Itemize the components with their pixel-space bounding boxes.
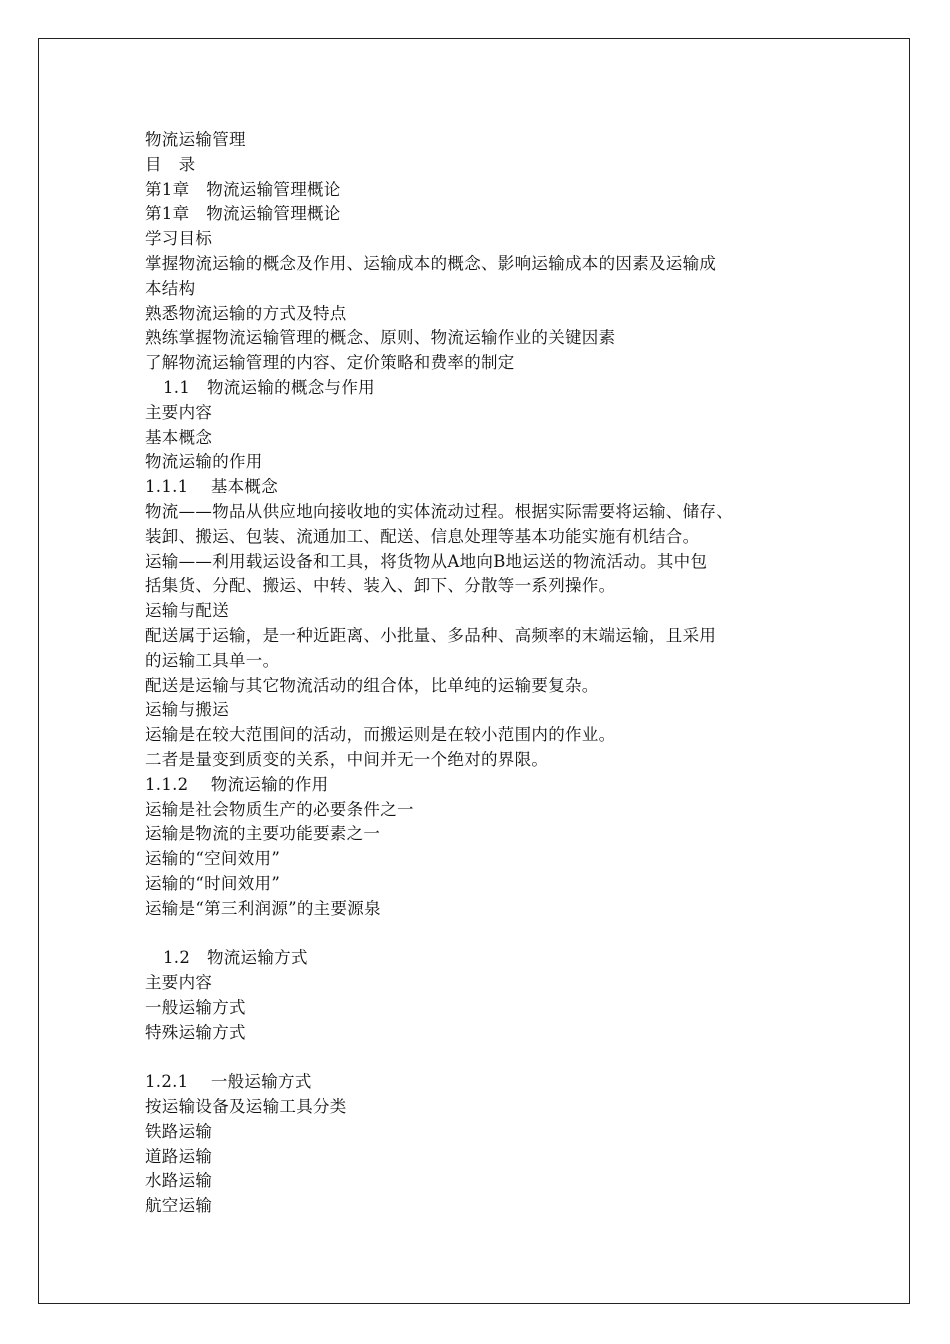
body-line: 物流运输的作用: [145, 452, 263, 472]
body-line: 运输是“第三利润源”的主要源泉: [145, 898, 381, 918]
section-label: 学习目标: [145, 229, 213, 249]
body-line: 运输是物流的主要功能要素之一: [145, 824, 381, 844]
section-heading: 1.2 物流运输方式: [163, 948, 308, 968]
body-line: 运输与搬运: [145, 700, 229, 720]
body-line: 熟练掌握物流运输管理的概念、原则、物流运输作业的关键因素: [145, 328, 616, 348]
body-line: 运输与配送: [145, 601, 229, 621]
body-line: 本结构: [145, 278, 196, 298]
body-line: 运输的“时间效用”: [145, 873, 281, 893]
body-line: 道路运输: [145, 1146, 213, 1166]
doc-title: 物流运输管理: [145, 130, 246, 149]
body-line: 熟悉物流运输的方式及特点: [145, 303, 347, 323]
section-heading: 1.1 物流运输的概念与作用: [163, 377, 375, 397]
toc-heading: 目 录: [145, 154, 196, 174]
body-line: 水路运输: [145, 1171, 213, 1191]
chapter-heading: 第1章 物流运输管理概论: [145, 204, 341, 224]
body-line: 基本概念: [145, 427, 213, 447]
subsection-heading: 1.1.1 基本概念: [145, 477, 279, 497]
body-line: 运输是在较大范围间的活动，而搬运则是在较小范围内的作业。: [145, 725, 616, 745]
document-body: [145, 128, 835, 1219]
body-line: 航空运输: [145, 1196, 213, 1216]
body-line: 了解物流运输管理的内容、定价策略和费率的制定: [145, 353, 515, 373]
body-line: 物流——物品从供应地向接收地的实体流动过程。根据实际需要将运输、储存、: [145, 501, 733, 521]
body-line: 配送是运输与其它物流活动的组合体，比单纯的运输要复杂。: [145, 675, 599, 695]
body-line: 铁路运输: [145, 1121, 213, 1141]
body-line: 的运输工具单一。: [145, 650, 280, 670]
body-line: 特殊运输方式: [145, 1022, 246, 1042]
body-line: 一般运输方式: [145, 997, 246, 1017]
body-line: 主要内容: [145, 402, 213, 422]
body-line: 配送属于运输，是一种近距离、小批量、多品种、高频率的末端运输，且采用: [145, 625, 717, 645]
blank-line: [145, 922, 835, 947]
body-line: 掌握物流运输的概念及作用、运输成本的概念、影响运输成本的因素及运输成: [145, 253, 717, 273]
body-line: 主要内容: [145, 973, 213, 993]
subsection-heading: 1.2.1 一般运输方式: [145, 1072, 312, 1092]
blank-line: [145, 1045, 835, 1070]
body-line: 按运输设备及运输工具分类: [145, 1097, 347, 1117]
body-line: 二者是量变到质变的关系，中间并无一个绝对的界限。: [145, 749, 549, 769]
chapter-heading: 第1章 物流运输管理概论: [145, 179, 341, 199]
body-line: 运输——利用载运设备和工具，将货物从A地向B地运送的物流活动。其中包: [145, 551, 708, 571]
body-line: 括集货、分配、搬运、中转、装入、卸下、分散等一系列操作。: [145, 576, 616, 596]
body-line: 运输是社会物质生产的必要条件之一: [145, 799, 414, 819]
body-line: 运输的“空间效用”: [145, 849, 281, 869]
subsection-heading: 1.1.2 物流运输的作用: [145, 774, 329, 794]
body-line: 装卸、搬运、包装、流通加工、配送、信息处理等基本功能实施有机结合。: [145, 526, 700, 546]
